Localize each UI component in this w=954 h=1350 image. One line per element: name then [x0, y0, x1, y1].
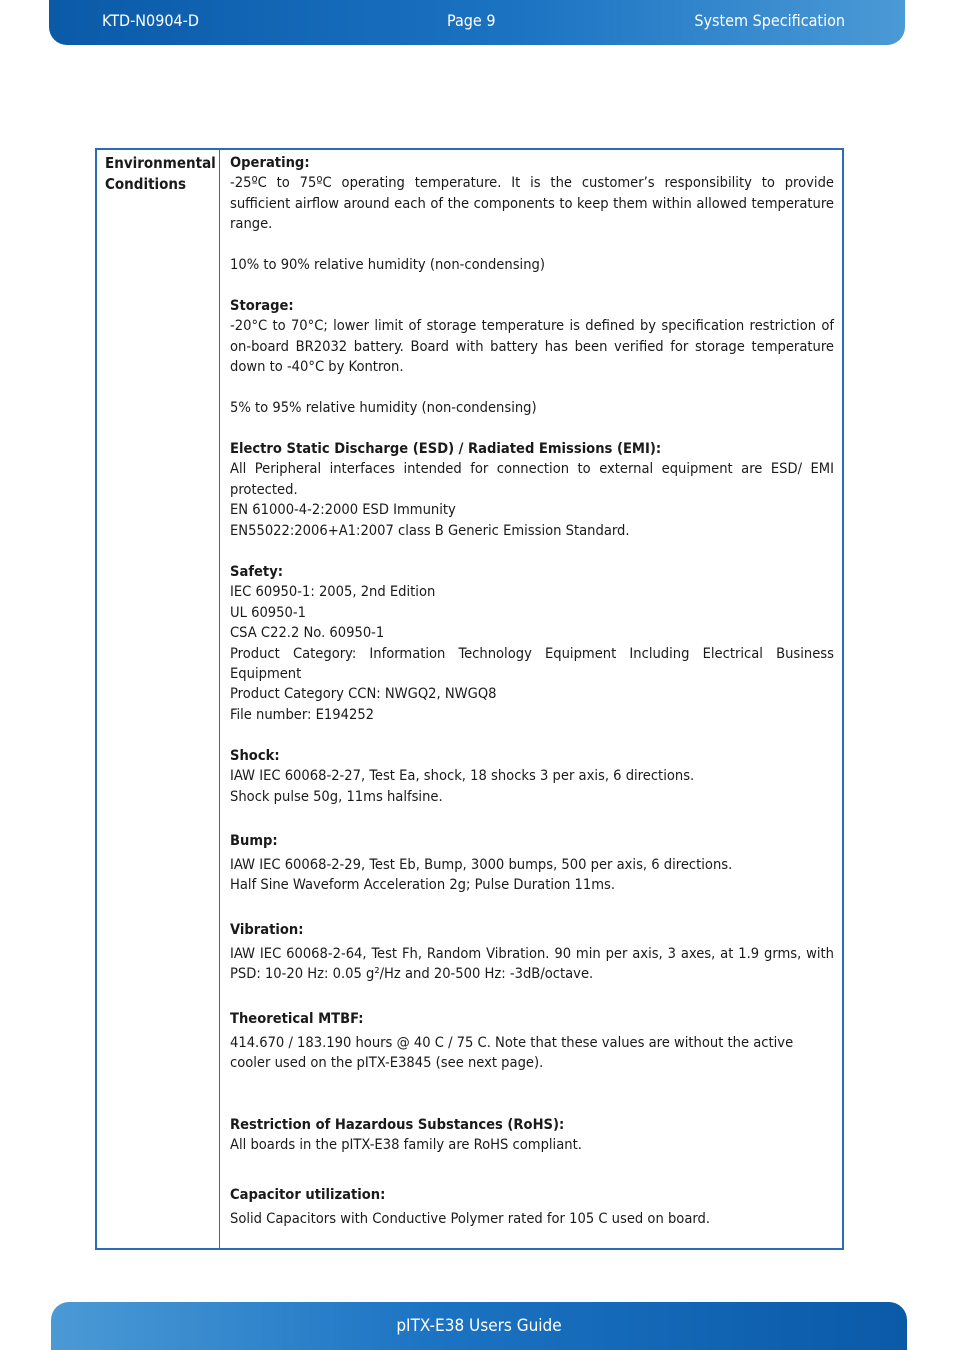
bump-line: Half Sine Waveform Acceleration 2g; Pulse Duration 11ms. — [230, 876, 616, 894]
emi-standard: EN55022:2006+A1:2007 class B Generic Emission Standard. — [230, 521, 630, 539]
shock-heading: Shock: — [230, 747, 280, 764]
bump-heading: Bump: — [230, 832, 278, 849]
page-header — [49, 0, 905, 45]
shock-line: Shock pulse 50g, 11ms halfsine. — [230, 787, 443, 805]
row-label-cell — [97, 150, 220, 1248]
section-title: System Specification — [694, 11, 845, 30]
esd-standard: EN 61000-4-2:2000 ESD Immunity — [230, 501, 456, 519]
row-label: Environmental Conditions — [105, 154, 216, 193]
capacitor-text: Solid Capacitors with Conductive Polymer rated for 105 C used on board. — [230, 1210, 711, 1227]
document-id: KTD-N0904-D — [102, 11, 199, 30]
bump-line: IAW IEC 60068-2-29, Test Eb, Bump, 3000 bumps, 500 per axis, 6 directions. — [230, 856, 733, 873]
environmental-spec-table — [95, 148, 844, 1250]
esd-section — [230, 439, 834, 541]
operating-section — [230, 153, 834, 235]
safety-line: File number: E194252 — [230, 705, 375, 723]
safety-section — [230, 562, 834, 725]
safety-line: CSA C22.2 No. 60950-1 — [230, 624, 385, 642]
shock-section — [230, 746, 834, 807]
storage-heading: Storage: — [230, 297, 294, 314]
mtbf-heading: Theoretical MTBF: — [230, 1010, 364, 1027]
rohs-text: All boards in the pITX-E38 family are RoHS compliant. — [230, 1136, 582, 1154]
safety-line: Product Category: Information Technology Equipment Including Electrical Business Equipment — [230, 644, 834, 683]
capacitor-heading: Capacitor utilization: — [230, 1186, 386, 1203]
safety-line: Product Category CCN: NWGQ2, NWGQ8 — [230, 685, 497, 703]
vibration-heading: Vibration: — [230, 921, 304, 938]
operating-heading: Operating: — [230, 154, 310, 171]
storage-text: -20°C to 70°C; lower limit of storage temperature is defined by specification restriction of on-board BR2032 battery. Board with battery has been verified for storage temperature down to -40°C by Kontron. — [230, 317, 834, 376]
shock-line: IAW IEC 60068-2-27, Test Ea, shock, 18 shocks 3 per axis, 6 directions. — [230, 767, 695, 785]
footer-title: pITX-E38 Users Guide — [396, 1316, 562, 1336]
rohs-heading: Restriction of Hazardous Substances (RoHS): — [230, 1116, 565, 1133]
spec-content-cell — [221, 150, 842, 1248]
vibration-text: IAW IEC 60068-2-64, Test Fh, Random Vibration. 90 min per axis, 3 axes, at 1.9 grms, with PSD: 10-20 Hz: 0.05 g²/Hz and 20-500 Hz: -3dB/octave. — [230, 945, 834, 983]
page-number: Page 9 — [447, 11, 496, 30]
storage-humidity: 5% to 95% relative humidity (non-condensing) — [230, 399, 537, 416]
operating-humidity: 10% to 90% relative humidity (non-condensing) — [230, 256, 545, 273]
safety-line: IEC 60950-1: 2005, 2nd Edition — [230, 583, 436, 601]
storage-section — [230, 296, 834, 378]
page-footer — [51, 1302, 907, 1350]
safety-heading: Safety: — [230, 563, 284, 580]
mtbf-text: 414.670 / 183.190 hours @ 40 C / 75 C. Note that these values are without the active cooler used on the pITX-E3845 (see next page). — [230, 1034, 794, 1072]
rohs-section — [230, 1115, 834, 1156]
esd-heading: Electro Static Discharge (ESD) / Radiated Emissions (EMI): — [230, 440, 662, 457]
esd-text: All Peripheral interfaces intended for connection to external equipment are ESD/ EMI protected. — [230, 460, 834, 498]
operating-text: -25ºC to 75ºC operating temperature. It is the customer’s responsibility to provide sufficient airflow around each of the components to keep them within allowed temperature range. — [230, 174, 834, 233]
safety-line: UL 60950-1 — [230, 603, 306, 621]
bump-section — [230, 855, 834, 896]
